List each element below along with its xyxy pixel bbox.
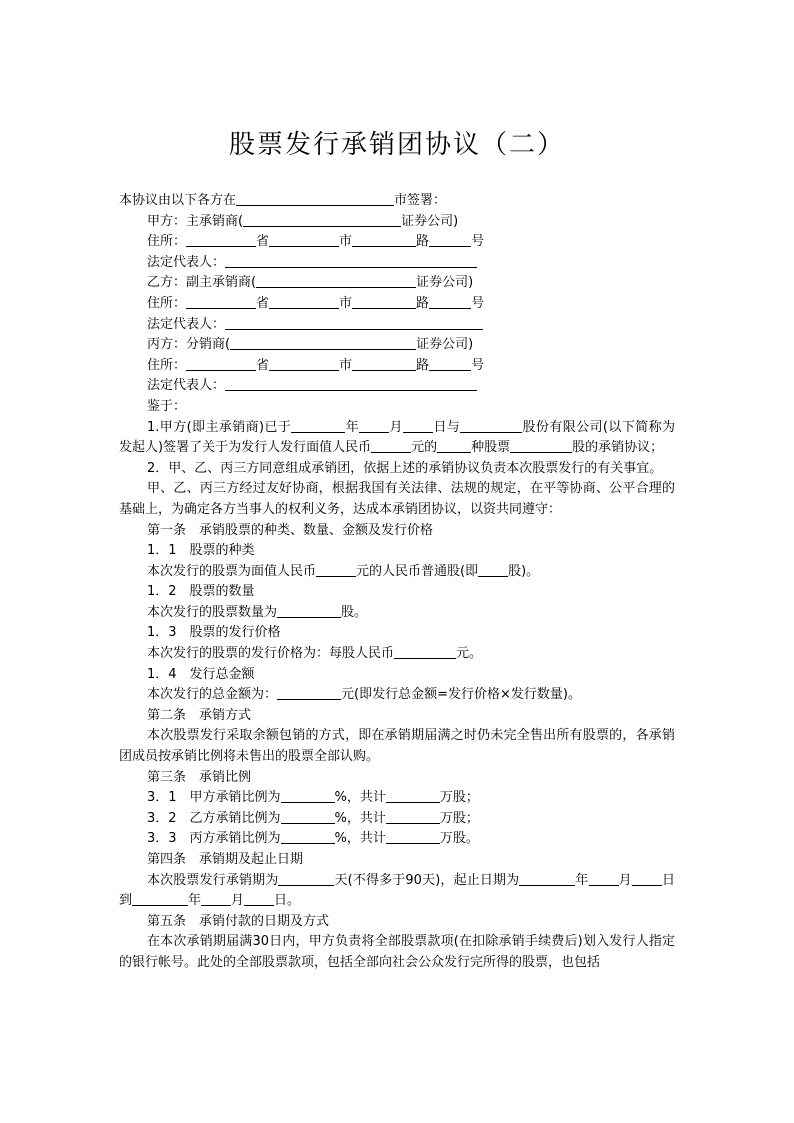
city-label: 市 [339, 357, 353, 373]
province-blank[interactable] [186, 356, 256, 371]
section-1-2-text [119, 603, 675, 624]
day-label: 日与 [432, 419, 461, 435]
number-label: 号 [471, 234, 485, 250]
recital-2: 2．甲、乙、丙三方同意组成承销团，依据上述的承销协议负责本次股票发行的有关事宜。 [147, 460, 663, 476]
month-label: 月 [389, 419, 403, 435]
rep-label: 法定代表人： [147, 316, 226, 332]
rep-blank[interactable] [225, 315, 483, 330]
article-2-text: 本次股票发行采取余额包销的方式，即在承销期届满之时仍未完全售出所有股票的，各承销团成员按承销比例将未售出的股票全部认购。 [119, 728, 675, 765]
shares-b-blank[interactable] [386, 809, 440, 824]
intro-text-end: 市签署： [394, 193, 447, 208]
party-c-label: 丙方：分销商( [147, 337, 231, 353]
recital-1-text-a: 1.甲方(即主承销商)已于 [147, 419, 292, 435]
number-blank[interactable] [429, 294, 471, 309]
city-blank[interactable] [269, 356, 339, 371]
ratio-pct-label: %，共计 [334, 790, 386, 806]
recital-1-text-e: 股份有限公司(以下简称为发起人)签署了关于为发行人发行面值人民币 [119, 419, 675, 456]
address-label: 住所： [147, 234, 187, 250]
party-b-rep-line [119, 315, 675, 336]
section-1-3-text-b: 元。 [456, 646, 483, 662]
ratio-c-label: 3．3 丙方承销比例为 [147, 831, 281, 847]
share-count-blank[interactable] [510, 438, 572, 453]
ratio-b-blank[interactable] [281, 809, 335, 824]
road-blank[interactable] [352, 232, 416, 247]
road-label: 路 [416, 295, 430, 311]
article-1-heading: 第一条 承销股票的种类、数量、金额及发行价格 [147, 522, 434, 538]
party-a-rep-line [119, 253, 675, 274]
section-1-2-text-a: 本次发行的股票数量为 [147, 604, 278, 620]
start-day-label: 日到 [119, 872, 675, 909]
end-month-blank[interactable] [201, 891, 231, 906]
end-year-blank[interactable] [132, 891, 188, 906]
city-label: 市 [339, 234, 353, 250]
party-b-line [119, 273, 675, 294]
recital-1 [119, 418, 675, 459]
end-month-label: 月 [231, 893, 245, 909]
rep-blank[interactable] [225, 253, 477, 268]
total-amount-blank[interactable] [277, 685, 341, 700]
share-quantity-blank[interactable] [277, 603, 341, 618]
ratio-party-a [119, 788, 675, 809]
party-c-suffix: 证券公司) [416, 337, 474, 353]
party-a-address-line [119, 232, 675, 253]
party-a-label: 甲方：主承销商( [147, 213, 244, 229]
share-type-blank[interactable] [478, 562, 508, 577]
day-blank[interactable] [403, 418, 433, 433]
number-label: 号 [471, 295, 485, 311]
city-blank[interactable] [236, 191, 394, 206]
province-label: 省 [256, 295, 270, 311]
number-label: 号 [471, 357, 485, 373]
ratio-end-label: 万股； [439, 810, 479, 826]
road-blank[interactable] [352, 356, 416, 371]
province-label: 省 [256, 357, 270, 373]
section-1-1-text-b: 元的人民币普通股(即 [356, 563, 479, 579]
address-label: 住所： [147, 357, 187, 373]
agreement-body [119, 191, 675, 974]
province-label: 省 [256, 234, 270, 250]
article-5-heading: 第五条 承销付款的日期及方式 [147, 913, 330, 929]
party-a-line [119, 212, 675, 233]
face-value-blank[interactable] [316, 562, 356, 577]
rep-blank[interactable] [225, 376, 477, 391]
party-c-line [119, 335, 675, 356]
party-c-address-line [119, 356, 675, 377]
party-c-rep-line [119, 376, 675, 397]
article-4-text-b: 天(不得多于90天)，起止日期为 [334, 872, 520, 888]
section-1-4-text [119, 685, 675, 706]
party-b-company-blank[interactable] [256, 273, 416, 288]
section-1-1-text-c: 股)。 [508, 563, 540, 579]
party-a-suffix: 证券公司) [401, 213, 459, 229]
price-blank[interactable] [394, 644, 456, 659]
article-2-heading: 第二条 承销方式 [147, 707, 252, 723]
whereas-heading: 鉴于： [147, 398, 187, 414]
road-label: 路 [416, 357, 430, 373]
recital-1-text-g: 种股票 [471, 440, 511, 456]
number-blank[interactable] [429, 356, 471, 371]
ratio-end-label: 万股。 [439, 831, 479, 847]
year-label: 年 [345, 419, 360, 435]
ratio-end-label: 万股； [439, 790, 479, 806]
party-b-address-line [119, 294, 675, 315]
company-blank[interactable] [460, 418, 522, 433]
section-1-1-heading: 1．1 股票的种类 [147, 543, 255, 559]
start-month-blank[interactable] [589, 871, 619, 886]
section-1-4-heading: 1．4 发行总金额 [147, 666, 255, 682]
section-1-4-text-a: 本次发行的总金额为： [147, 687, 278, 703]
end-day-label: 日。 [274, 893, 301, 909]
article-4-text-a: 本次股票发行承销期为 [147, 872, 279, 888]
article-3-heading: 第三条 承销比例 [147, 769, 252, 785]
month-blank[interactable] [359, 418, 389, 433]
recital-3: 甲、乙、丙三方经过友好协商，根据我国有关法律、法规的规定，在平等协商、公平合理的基础上，为确定各方当事人的权利义务，达成本承销团协议，以资共同遵守： [119, 481, 675, 517]
section-1-3-text-a: 本次发行的股票的发行价格为：每股人民币 [147, 646, 395, 662]
rep-label: 法定代表人： [147, 254, 226, 270]
party-a-company-blank[interactable] [243, 212, 401, 227]
face-value-blank[interactable] [371, 438, 411, 453]
ratio-party-c [119, 829, 675, 850]
year-blank[interactable] [291, 418, 345, 433]
start-year-blank[interactable] [519, 871, 575, 886]
ratio-pct-label: %，共计 [334, 831, 386, 847]
number-blank[interactable] [429, 232, 471, 247]
article-4-text [119, 871, 675, 912]
road-blank[interactable] [352, 294, 416, 309]
address-label: 住所： [147, 295, 187, 311]
ratio-a-blank[interactable] [281, 788, 335, 803]
ratio-party-b [119, 809, 675, 830]
section-1-1-text-a: 本次发行的股票为面值人民币 [147, 563, 317, 579]
document-title: 股票发行承销团协议（二） [228, 130, 565, 160]
ratio-b-label: 3．2 乙方承销比例为 [147, 810, 281, 826]
recital-1-text-f: 元的 [411, 440, 438, 456]
share-type-blank[interactable] [437, 438, 471, 453]
road-label: 路 [416, 234, 430, 250]
party-c-company-blank[interactable] [230, 335, 416, 350]
start-month-label: 月 [618, 872, 632, 888]
city-blank[interactable] [269, 232, 339, 247]
party-b-label: 乙方：副主承销商( [147, 275, 257, 291]
intro-line [119, 191, 675, 212]
ratio-c-blank[interactable] [281, 829, 335, 844]
section-1-2-text-b: 股。 [341, 604, 368, 620]
section-1-3-heading: 1．3 股票的发行价格 [147, 625, 281, 641]
article-4-heading: 第四条 承销期及起止日期 [147, 852, 304, 867]
end-day-blank[interactable] [244, 891, 274, 906]
city-blank[interactable] [269, 294, 339, 309]
province-blank[interactable] [186, 232, 256, 247]
days-blank[interactable] [278, 871, 334, 886]
intro-text: 本协议由以下各方在 [119, 193, 237, 208]
section-1-4-text-b: 元(即发行总金额=发行价格×发行数量)。 [341, 687, 581, 703]
shares-a-blank[interactable] [386, 788, 440, 803]
city-label: 市 [339, 295, 353, 311]
ratio-a-label: 3．1 甲方承销比例为 [147, 790, 281, 806]
start-day-blank[interactable] [632, 871, 662, 886]
start-year-label: 年 [575, 872, 589, 888]
article-5-text: 在本次承销期届满30日内，甲方负责将全部股票款项(在扣除承销手续费后)划入发行人指定的银行帐号。此处的全部股票款项，包括全部向社会公众发行完所得的股票，也包括 [119, 934, 675, 970]
section-1-2-heading: 1．2 股票的数量 [147, 584, 255, 600]
section-1-3-text [119, 644, 675, 665]
end-year-label: 年 [188, 893, 202, 909]
section-1-1-text [119, 562, 675, 583]
ratio-pct-label: %，共计 [334, 810, 386, 826]
shares-c-blank[interactable] [386, 829, 440, 844]
province-blank[interactable] [186, 294, 256, 309]
rep-label: 法定代表人： [147, 378, 226, 394]
recital-1-text-h: 股的承销协议； [572, 440, 664, 456]
party-b-suffix: 证券公司) [416, 275, 474, 291]
